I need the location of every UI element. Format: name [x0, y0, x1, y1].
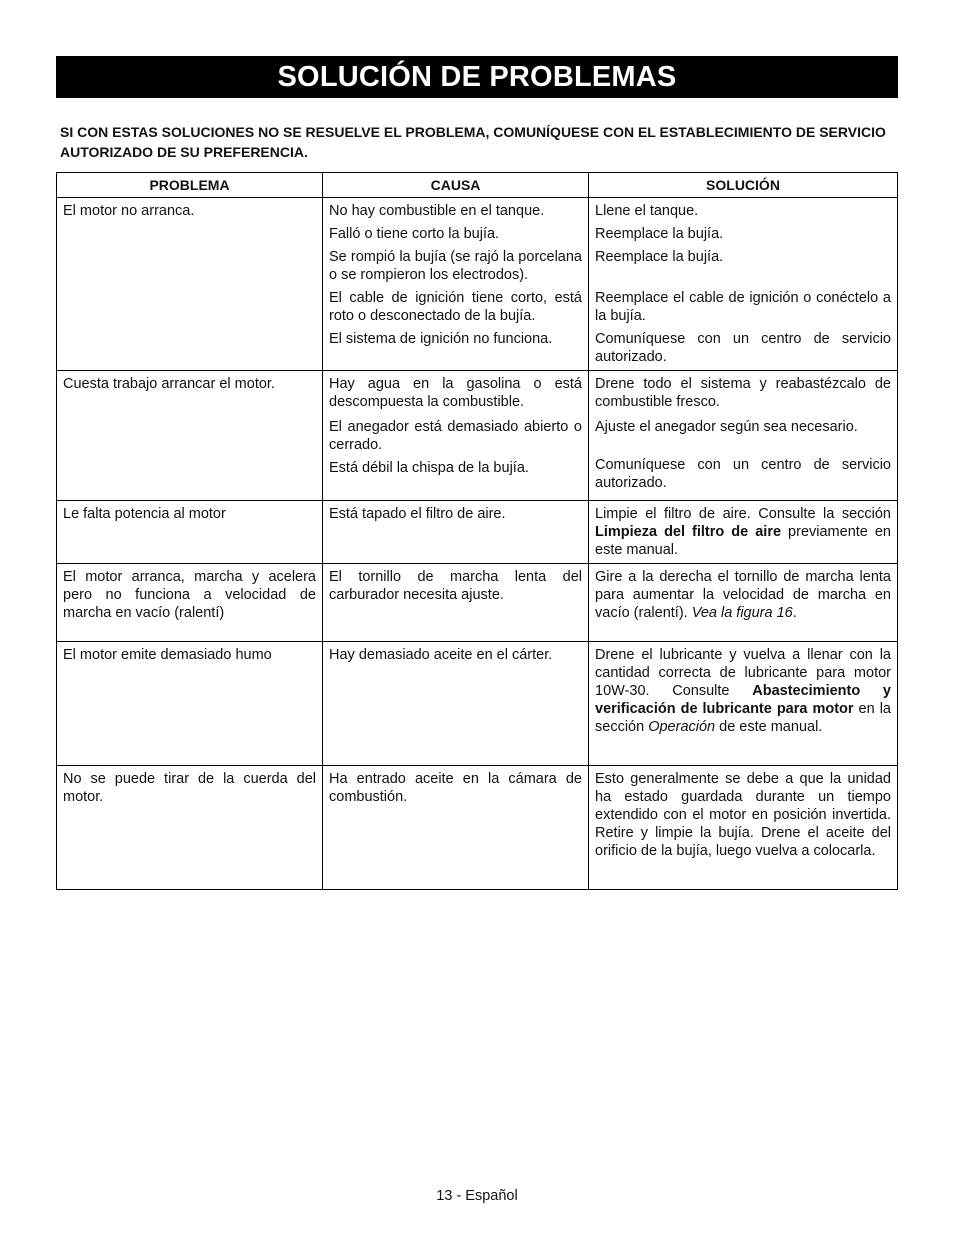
problema-cell — [57, 198, 323, 371]
section-reference: Abastecimiento y verificación de lubricante para motor — [595, 683, 891, 717]
intro-notice: SI CON ESTAS SOLUCIONES NO SE RESUELVE EL PROBLEMA, COMUNÍQUESE CON EL ESTABLECIMIENTO DE SERVICIO AUTORIZADO DE SU PREFERENCIA. — [60, 124, 886, 160]
solucion-text-part: en la sección — [595, 701, 891, 735]
causa-cell — [323, 198, 589, 371]
title-banner — [56, 56, 898, 98]
problema-cell — [57, 642, 323, 766]
section-name: Operación — [648, 719, 716, 735]
solucion-text: Reemplace el cable de ignición o conéctelo a la bujía. — [595, 290, 891, 324]
solucion-text: Comuníquese con un centro de servicio autorizado. — [595, 457, 891, 491]
causa-text: Hay agua en la gasolina o está descompuesta la combustible. — [329, 376, 582, 410]
solucion-cell — [589, 501, 898, 564]
problema-cell — [57, 564, 323, 642]
causa-text: Está tapado el filtro de aire. — [329, 506, 506, 522]
causa-text: El anegador está demasiado abierto o cerrado. — [329, 419, 582, 453]
figure-reference: Vea la figura 16 — [691, 605, 793, 621]
table-row — [57, 642, 898, 766]
solucion-text-part: Drene el lubricante y vuelva a llenar con la cantidad correcta de lubricante para motor 10W-30. Consulte — [595, 647, 891, 699]
causa-text: Está débil la chispa de la bujía. — [329, 460, 529, 476]
problema-text: Cuesta trabajo arrancar el motor. — [63, 376, 275, 392]
troubleshooting-table — [56, 172, 898, 890]
solucion-text: Drene todo el sistema y reabastézcalo de combustible fresco. — [595, 376, 891, 410]
table-header-row — [57, 173, 898, 198]
problema-text: El motor no arranca. — [63, 203, 195, 219]
solucion-cell — [589, 371, 898, 501]
table-row — [57, 564, 898, 642]
solucion-text-part: previamente en este manual. — [595, 524, 891, 558]
solucion-text-part: Gire a la derecha el tornillo de marcha lenta para aumentar la velocidad de marcha en vacío (ralentí). — [595, 569, 891, 621]
solucion-text: Reemplace la bujía. — [595, 226, 724, 242]
section-reference: Limpieza del filtro de aire — [595, 524, 782, 540]
solucion-text — [595, 568, 891, 622]
causa-text: Ha entrado aceite en la cámara de combustión. — [329, 771, 582, 805]
problema-text: El motor arranca, marcha y acelera pero no funciona a velocidad de marcha en vacío (ralentí) — [63, 569, 316, 621]
solucion-text-part: . — [792, 605, 797, 621]
problema-cell — [57, 766, 323, 890]
header-solucion: SOLUCIÓN — [589, 173, 898, 198]
table-row — [57, 198, 898, 371]
page-footer: 13 - Español — [436, 1188, 518, 1204]
causa-cell — [323, 564, 589, 642]
solucion-text-part: Limpie el filtro de aire. Consulte la sección — [595, 506, 891, 522]
solucion-text-part: de este manual. — [715, 719, 823, 735]
causa-text: No hay combustible en el tanque. — [329, 203, 545, 219]
solucion-text — [595, 646, 891, 736]
problema-text: El motor emite demasiado humo — [63, 647, 272, 663]
table-row — [57, 371, 898, 501]
causa-cell — [323, 642, 589, 766]
solucion-text: Llene el tanque. — [595, 203, 699, 219]
table-row — [57, 501, 898, 564]
solucion-text: Ajuste el anegador según sea necesario. — [595, 419, 858, 435]
problema-cell — [57, 501, 323, 564]
problema-text: No se puede tirar de la cuerda del motor. — [63, 771, 316, 805]
problema-cell — [57, 371, 323, 501]
solucion-cell — [589, 766, 898, 890]
causa-text: Hay demasiado aceite en el cárter. — [329, 647, 553, 663]
header-causa: CAUSA — [323, 173, 589, 198]
causa-text: El tornillo de marcha lenta del carburador necesita ajuste. — [329, 569, 582, 603]
causa-text: El sistema de ignición no funciona. — [329, 331, 553, 347]
causa-cell — [323, 766, 589, 890]
table-row — [57, 766, 898, 890]
page-title: SOLUCIÓN DE PROBLEMAS — [277, 60, 677, 93]
causa-text: Se rompió la bujía (se rajó la porcelana o se rompieron los electrodos). — [329, 249, 582, 283]
causa-text: El cable de ignición tiene corto, está roto o desconectado de la bujía. — [329, 290, 582, 324]
solucion-cell — [589, 564, 898, 642]
solucion-text: Esto generalmente se debe a que la unidad ha estado guardada durante un tiempo extendido con el motor en posición invertida. Retire y limpie la bujía. Drene el aceite del orificio de la bujía, luego vuelva a colocarla. — [595, 771, 891, 859]
causa-cell — [323, 501, 589, 564]
solucion-text: Comuníquese con un centro de servicio autorizado. — [595, 331, 891, 365]
causa-text: Falló o tiene corto la bujía. — [329, 226, 500, 242]
solucion-cell — [589, 642, 898, 766]
header-problema: PROBLEMA — [57, 173, 323, 198]
solucion-text — [595, 505, 891, 559]
causa-cell — [323, 371, 589, 501]
solucion-text: Reemplace la bujía. — [595, 249, 724, 265]
solucion-cell — [589, 198, 898, 371]
problema-text: Le falta potencia al motor — [63, 506, 226, 522]
